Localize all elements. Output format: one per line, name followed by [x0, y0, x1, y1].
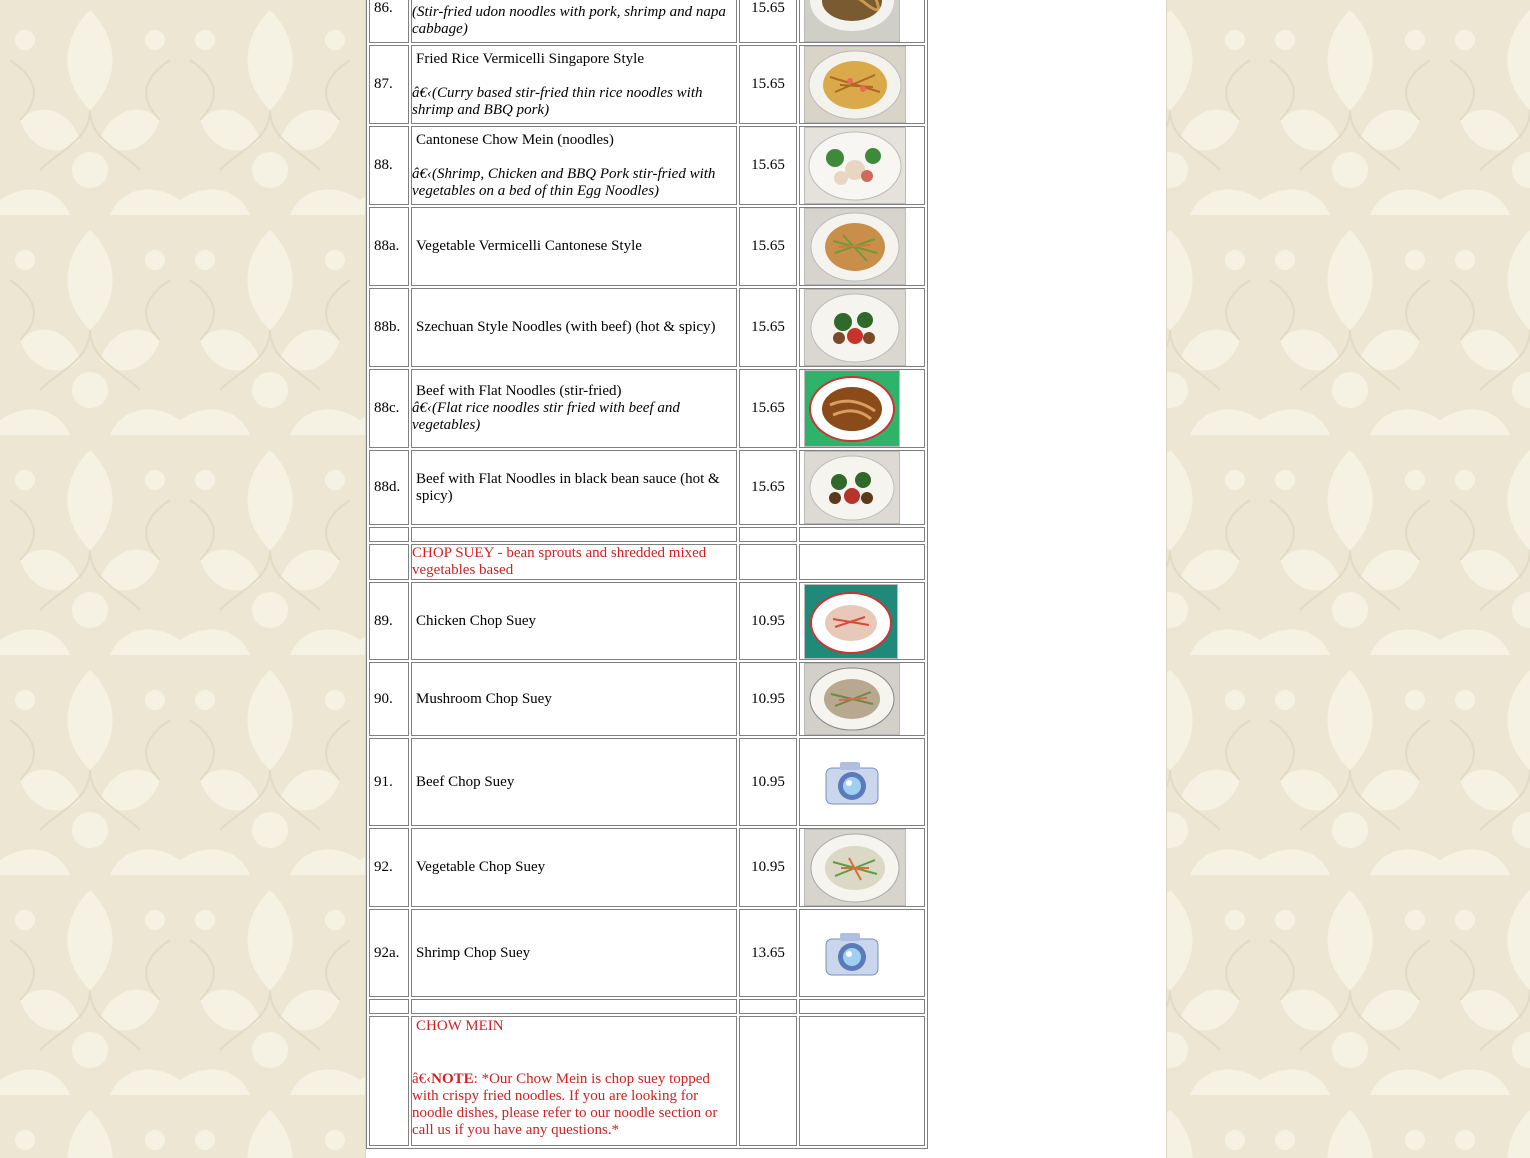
- item-name: Vegetable Chop Suey: [416, 859, 546, 875]
- cantonese-chow-mein-photo[interactable]: [804, 127, 906, 204]
- table-row: [369, 288, 925, 367]
- item-description: â€‹(Shrimp, Chicken and BBQ Pork stir-fried with vegetables on a bed of thin Egg Noodles): [412, 165, 716, 199]
- item-description-cell: [411, 0, 737, 43]
- item-description-cell: [411, 662, 737, 736]
- item-name: Vegetable Vermicelli Cantonese Style: [416, 238, 642, 254]
- item-photo-cell: [799, 738, 925, 826]
- item-price: 15.65: [739, 450, 797, 525]
- item-number: 88c.: [369, 369, 409, 448]
- singapore-vermicelli-photo[interactable]: [804, 46, 906, 123]
- item-description-cell: [411, 126, 737, 205]
- item-price: 10.95: [739, 828, 797, 907]
- note-label: NOTE: [431, 1071, 474, 1087]
- item-description: (Stir-fried udon noodles with pork, shrimp and napa cabbage): [412, 4, 726, 37]
- item-price: 15.65: [739, 45, 797, 124]
- item-photo-cell: [799, 0, 925, 43]
- item-photo-cell: [799, 369, 925, 448]
- item-description-cell: [411, 450, 737, 525]
- chicken-chop-suey-photo[interactable]: [804, 584, 898, 659]
- vegetable-chop-suey-photo[interactable]: [804, 829, 906, 906]
- item-description: â€‹(Curry based stir-fried thin rice noodles with shrimp and BBQ pork): [412, 84, 703, 118]
- item-description-cell: [411, 738, 737, 826]
- mushroom-chop-suey-photo[interactable]: [804, 663, 900, 735]
- item-number: 88.: [369, 126, 409, 205]
- stir-fried-udon-photo[interactable]: [804, 0, 900, 42]
- item-name: Beef with Flat Noodles in black bean sauce (hot & spicy): [416, 470, 720, 504]
- item-name: Shrimp Chop Suey: [416, 944, 531, 961]
- table-row: [369, 0, 925, 43]
- section-header-cell: [411, 1016, 737, 1146]
- item-price: 15.65: [739, 288, 797, 367]
- item-photo-cell: [799, 909, 925, 997]
- camera-placeholder-icon[interactable]: [822, 756, 882, 808]
- item-price: 10.95: [739, 738, 797, 826]
- table-row: [369, 126, 925, 205]
- spacer-row: [369, 999, 925, 1014]
- item-photo-cell: [799, 450, 925, 525]
- item-price: 15.65: [739, 369, 797, 448]
- item-name: Cantonese Chow Mein (noodles): [416, 131, 614, 148]
- table-row: [369, 828, 925, 907]
- item-photo-cell: [799, 126, 925, 205]
- item-description-cell: [411, 828, 737, 907]
- item-price: 10.95: [739, 582, 797, 660]
- item-name: Chicken Chop Suey: [416, 612, 536, 629]
- item-price: 15.65: [739, 0, 797, 43]
- item-price: 15.65: [739, 207, 797, 286]
- szechuan-noodles-photo[interactable]: [804, 289, 906, 366]
- item-number: 88d.: [369, 450, 409, 525]
- beef-flat-noodles-photo[interactable]: [804, 370, 900, 447]
- item-description: â€‹(Flat rice noodles stir fried with beef and vegetables): [412, 400, 680, 433]
- table-row: [369, 450, 925, 525]
- table-row: [369, 45, 925, 124]
- item-price: 13.65: [739, 909, 797, 997]
- section-header-row: [369, 544, 925, 580]
- section-title-chop-suey: CHOP SUEY - bean sprouts and shredded mixed vegetables based: [412, 545, 707, 578]
- beef-black-bean-noodles-photo[interactable]: [804, 451, 900, 524]
- chow-mein-note: [412, 1071, 734, 1139]
- table-row: [369, 582, 925, 660]
- item-name: Fried Rice Vermicelli Singapore Style: [416, 50, 645, 67]
- section-header-row: [369, 1016, 925, 1146]
- item-description-cell: [411, 207, 737, 286]
- item-photo-cell: [799, 828, 925, 907]
- section-title-chow-mein: CHOW MEIN: [416, 1018, 504, 1034]
- item-number: 92.: [369, 828, 409, 907]
- item-description-cell: [411, 369, 737, 448]
- item-number: 91.: [369, 738, 409, 826]
- item-name: Beef Chop Suey: [416, 773, 515, 790]
- camera-placeholder-icon[interactable]: [822, 927, 882, 979]
- note-text: : *Our Chow Mein is chop suey topped with crispy fried noodles. If you are looking for noodle dishes, please refer to our noodle section or call us if you have any questions.*: [412, 1071, 718, 1138]
- item-photo-cell: [799, 288, 925, 367]
- item-number: 87.: [369, 45, 409, 124]
- item-number: 92a.: [369, 909, 409, 997]
- item-photo-cell: [799, 662, 925, 736]
- table-row: [369, 909, 925, 997]
- note-prefix: â€‹: [412, 1071, 432, 1087]
- item-photo-cell: [799, 582, 925, 660]
- item-number: 86.: [369, 0, 409, 43]
- item-name: Szechuan Style Noodles (with beef) (hot & spicy): [416, 319, 716, 335]
- item-number: 88a.: [369, 207, 409, 286]
- item-price: 15.65: [739, 126, 797, 205]
- item-price: 10.95: [739, 662, 797, 736]
- item-photo-cell: [799, 45, 925, 124]
- item-description-cell: [411, 45, 737, 124]
- item-number: 90.: [369, 662, 409, 736]
- table-row: [369, 207, 925, 286]
- table-row: [369, 662, 925, 736]
- item-name: Beef with Flat Noodles (stir-fried): [416, 383, 622, 399]
- item-photo-cell: [799, 207, 925, 286]
- table-row: [369, 369, 925, 448]
- item-description-cell: [411, 288, 737, 367]
- table-row: [369, 738, 925, 826]
- menu-table: [366, 0, 928, 1149]
- spacer-row: [369, 527, 925, 542]
- item-number: 89.: [369, 582, 409, 660]
- vegetable-vermicelli-photo[interactable]: [804, 208, 906, 285]
- item-number: 88b.: [369, 288, 409, 367]
- item-description-cell: [411, 582, 737, 660]
- item-description-cell: [411, 909, 737, 997]
- section-header-cell: [411, 544, 737, 580]
- item-name: Mushroom Chop Suey: [416, 690, 552, 707]
